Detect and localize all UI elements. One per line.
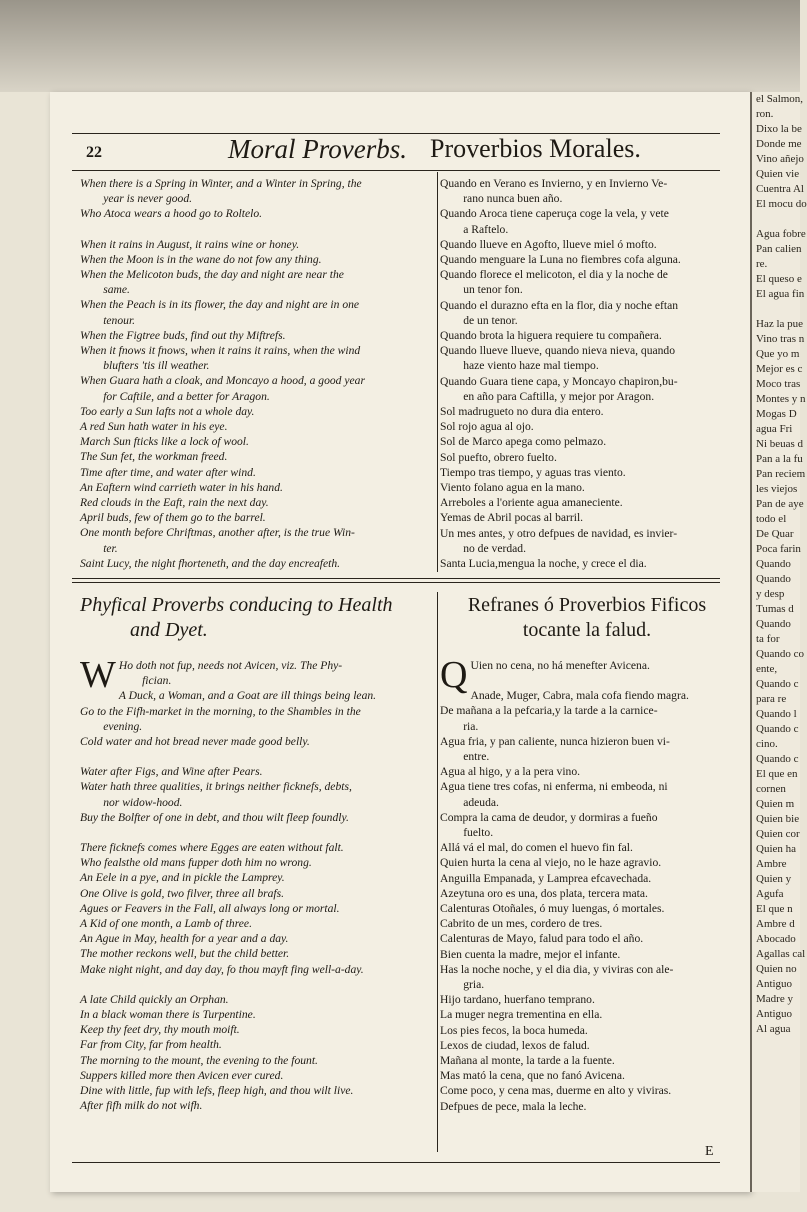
proverb-line-english: The morning to the mount, the evening to the fount. bbox=[80, 1053, 318, 1067]
facing-page-fragment: Quando bbox=[756, 618, 791, 630]
proverb-line-english: Buy the Bolfter of one in debt, and thou wilt fleep foundly. bbox=[80, 810, 349, 824]
proverb-line-spanish: Has la noche noche, y el dia dia, y viviras con ale- bbox=[440, 962, 674, 976]
facing-page-fragment: Quando c bbox=[756, 723, 799, 735]
proverb-line-spanish: a Raftelo. bbox=[440, 222, 509, 236]
section1-spanish-column bbox=[440, 176, 726, 571]
proverb-line-english: Dine with little, fup with lefs, fleep high, and thou wilt live. bbox=[80, 1084, 354, 1098]
footer-rule bbox=[72, 1162, 720, 1163]
section-rule bbox=[72, 578, 720, 579]
section2-heading-spanish bbox=[444, 593, 730, 643]
proverb-line-spanish: Viento folano agua en la mano. bbox=[440, 481, 585, 495]
proverb-line-english: fician. bbox=[118, 674, 172, 688]
proverb-line-english: tenour. bbox=[80, 313, 136, 327]
facing-page-edge bbox=[750, 92, 807, 1192]
line-gap bbox=[440, 673, 726, 688]
facing-page-fragment bbox=[756, 212, 800, 227]
proverb-line-english: evening. bbox=[80, 719, 143, 733]
proverb-line-spanish: Azeytuna oro es una, dos plata, tercera mata. bbox=[440, 886, 648, 900]
proverb-line-spanish: Uien no cena, no há menefter Avicena. bbox=[470, 659, 650, 672]
facing-page-fragment: Agufa bbox=[756, 888, 784, 900]
proverb-line-english: March Sun fticks like a lock of wool. bbox=[80, 435, 249, 449]
facing-page-fragment: Tumas d bbox=[756, 603, 794, 615]
proverb-line-spanish: Quando menguare la Luna no fiembres cofa alguna. bbox=[440, 253, 681, 267]
facing-page-fragment: Al agua bbox=[756, 1023, 791, 1035]
line-gap bbox=[80, 977, 436, 992]
proverb-line-spanish: fuelto. bbox=[440, 826, 494, 840]
drop-cap-q: Q bbox=[440, 654, 468, 696]
facing-page-fragment: Antiguo bbox=[756, 1008, 793, 1020]
proverb-line-english: There ficknefs comes where Egges are eaten without falt. bbox=[80, 841, 344, 855]
proverb-line-english: When the Moon is in the wane do not fow any thing. bbox=[80, 252, 322, 266]
proverb-line-english: Far from City, far from health. bbox=[80, 1038, 222, 1052]
column-divider-2 bbox=[437, 592, 438, 1152]
proverb-line-english: Go to the Fifh-market in the morning, to the Shambles in the bbox=[80, 704, 361, 718]
facing-page-fragment: Que yo m bbox=[756, 348, 800, 360]
proverb-line-spanish: en año para Caftilla, y mejor por Aragon. bbox=[440, 389, 655, 403]
facing-page-fragment: El mocu do bbox=[756, 198, 807, 210]
proverb-line-english: When the Peach is in its flower, the day and night are in one bbox=[80, 298, 360, 312]
column-divider bbox=[437, 172, 438, 572]
proverb-line-spanish: Quando Guara tiene capa, y Moncayo chapiron,bu- bbox=[440, 374, 678, 388]
facing-page-fragment: Abocado bbox=[756, 933, 796, 945]
proverb-line-english: nor widow-hood. bbox=[80, 795, 183, 809]
facing-page-fragment: el Salmon, bbox=[756, 93, 804, 105]
facing-page-fragment: El agua fin bbox=[756, 288, 805, 300]
proverb-line-spanish: Cabrito de un mes, cordero de tres. bbox=[440, 917, 603, 931]
section2-heading-english bbox=[80, 593, 436, 643]
facing-page-fragment: re. bbox=[756, 258, 768, 270]
facing-page-fragment: Dixo la be bbox=[756, 123, 802, 135]
facing-page-fragment: Quando co bbox=[756, 648, 804, 660]
facing-page-fragment: Quando c bbox=[756, 678, 799, 690]
proverb-line-spanish: de un tenor. bbox=[440, 313, 518, 327]
facing-page-fragment: Moco tras bbox=[756, 378, 801, 390]
facing-page-fragment: Agallas cal bbox=[756, 948, 806, 960]
proverb-line-english: When it fnows it fnows, when it rains it rains, when the wind bbox=[80, 344, 361, 358]
proverb-line-spanish: De mañana a la pefcaria,y la tarde a la carnice- bbox=[440, 704, 658, 718]
proverb-line-english: Red clouds in the Eaft, rain the next day. bbox=[80, 496, 269, 510]
facing-page-fragment: Pan calien bbox=[756, 243, 802, 255]
proverb-line-english: same. bbox=[80, 283, 130, 297]
proverb-line-spanish: Lexos de ciudad, lexos de falud. bbox=[440, 1038, 590, 1052]
running-head-spanish: Proverbios Morales. bbox=[430, 134, 641, 163]
proverb-line-english: When there is a Spring in Winter, and a Winter in Spring, the bbox=[80, 177, 362, 190]
proverb-line-spanish: Mas mató la cena, que no fanó Avicena. bbox=[440, 1069, 625, 1083]
section-rule-double bbox=[72, 582, 720, 583]
proverb-line-english: Ho doth not fup, needs not Avicen, viz. The Phy- bbox=[118, 659, 343, 672]
heading-en-line1: Phyfical Proverbs conducing to Health bbox=[80, 594, 393, 616]
proverb-line-spanish: Calenturas de Mayo, falud para todo el año. bbox=[440, 932, 644, 946]
line-gap bbox=[80, 749, 436, 764]
proverb-line-english: The Sun fet, the workman freed. bbox=[80, 450, 228, 464]
proverb-line-spanish: Anade, Muger, Cabra, mala cofa fiendo magra. bbox=[470, 689, 689, 703]
proverb-line-english: When the Figtree buds, find out thy Miftrefs. bbox=[80, 328, 286, 342]
facing-page-fragment: Quien no bbox=[756, 963, 797, 975]
proverb-line-english: Keep thy feet dry, thy mouth moift. bbox=[80, 1023, 240, 1037]
proverb-line-spanish: haze viento haze mal tiempo. bbox=[440, 359, 599, 373]
proverb-line-spanish: Agua fria, y pan caliente, nunca hizieron buen vi- bbox=[440, 734, 670, 748]
proverb-line-spanish: Sol madrugueto no dura dia entero. bbox=[440, 405, 604, 419]
facing-page-fragment: ron. bbox=[756, 108, 774, 120]
proverb-line-spanish: Quando brota la higuera requiere tu compañera. bbox=[440, 329, 662, 343]
proverb-line-english: Too early a Sun lafts not a whole day. bbox=[80, 404, 255, 418]
proverb-line-spanish: Sol rojo agua al ojo. bbox=[440, 420, 534, 434]
page-number: 22 bbox=[86, 144, 102, 161]
proverb-line-spanish: Calenturas Otoñales, ó muy luengas, ó mortales. bbox=[440, 902, 665, 916]
facing-page-fragment: Mejor es c bbox=[756, 363, 803, 375]
proverb-line-spanish: Yemas de Abril pocas al barril. bbox=[440, 511, 584, 525]
proverb-line-spanish: Quando el durazno efta en la flor, dia y noche eftan bbox=[440, 298, 679, 312]
proverb-line-english: ter. bbox=[80, 541, 118, 555]
facing-page-fragment: Mogas D bbox=[756, 408, 797, 420]
facing-page-fragment: Ambre bbox=[756, 858, 787, 870]
proverb-line-english: Water after Figs, and Wine after Pears. bbox=[80, 765, 263, 779]
proverb-line-english: Cold water and hot bread never made good belly. bbox=[80, 735, 310, 749]
proverb-line-english: A Kid of one month, a Lamb of three. bbox=[80, 917, 252, 931]
proverb-line-spanish: Quando llueve en Agofto, llueve miel ó mofto. bbox=[440, 237, 657, 251]
facing-page-fragment: cornen bbox=[756, 783, 786, 795]
proverb-line-english: One month before Chriftmas, another after, is the true Win- bbox=[80, 526, 355, 540]
facing-page-fragment: Quien cor bbox=[756, 828, 800, 840]
proverb-line-english: A late Child quickly an Orphan. bbox=[80, 992, 229, 1006]
facing-page-fragment: Montes y n bbox=[756, 393, 806, 405]
drop-cap-w: W bbox=[80, 654, 116, 696]
section2-spanish-column bbox=[440, 654, 726, 1114]
proverb-line-english: When it rains in August, it rains wine or honey. bbox=[80, 237, 300, 251]
proverb-line-english: Who fealsthe old mans fupper doth him no wrong. bbox=[80, 856, 312, 870]
facing-page-fragment: agua Fri bbox=[756, 423, 793, 435]
facing-page-fragment: De Quar bbox=[756, 528, 794, 540]
proverb-line-spanish: Los pies fecos, la boca humeda. bbox=[440, 1023, 588, 1037]
facing-page-fragment: para re bbox=[756, 693, 787, 705]
line-gap bbox=[80, 222, 436, 237]
proverb-line-spanish: entre. bbox=[440, 750, 490, 764]
proverb-line-spanish: adeuda. bbox=[440, 795, 499, 809]
proverb-line-spanish: Defpues de pece, mala la leche. bbox=[440, 1099, 587, 1113]
proverb-line-english: In a black woman there is Turpentine. bbox=[80, 1008, 256, 1022]
facing-page-fragment: Quando bbox=[756, 573, 791, 585]
section2-english-column bbox=[80, 654, 436, 1113]
proverb-line-spanish: Come poco, y cena mas, duerme en alto y viviras. bbox=[440, 1084, 672, 1098]
facing-page-fragment: Quando c bbox=[756, 753, 799, 765]
proverb-line-english: Suppers killed more then Avicen ever cured. bbox=[80, 1068, 284, 1082]
facing-page-fragment: Quando l bbox=[756, 708, 797, 720]
facing-page-fragment: Ni beuas d bbox=[756, 438, 804, 450]
proverb-line-english: Water hath three qualities, it brings neither ficknefs, debts, bbox=[80, 780, 352, 794]
proverb-line-spanish: no de verdad. bbox=[440, 541, 526, 555]
facing-page-fragment: Donde me bbox=[756, 138, 802, 150]
proverb-line-english: Time after time, and water after wind. bbox=[80, 465, 256, 479]
section1-english-column bbox=[80, 176, 436, 571]
facing-page-fragment: El que en bbox=[756, 768, 798, 780]
proverb-line-spanish: rano nunca buen año. bbox=[440, 192, 563, 206]
proverb-line-spanish: Quando en Verano es Invierno, y en Invierno Ve- bbox=[440, 177, 668, 190]
proverb-line-spanish: Compra la cama de deudor, y dormiras a fueño bbox=[440, 810, 658, 824]
proverb-line-english: After fifh milk do not wifh. bbox=[80, 1099, 203, 1113]
facing-page-fragment: Ambre d bbox=[756, 918, 795, 930]
facing-page-fragment: Pan de aye bbox=[756, 498, 804, 510]
proverb-line-english: April buds, few of them go to the barrel. bbox=[80, 511, 266, 525]
proverb-line-spanish: Agua tiene tres cofas, ni enferma, ni embeoda, ni bbox=[440, 780, 668, 794]
proverb-line-spanish: Tiempo tras tiempo, y aguas tras viento. bbox=[440, 465, 626, 479]
proverb-line-english: The mother reckons well, but the child better. bbox=[80, 947, 290, 961]
facing-page-fragment: les viejos bbox=[756, 483, 798, 495]
running-head-english: Moral Proverbs. bbox=[228, 134, 407, 164]
proverb-line-english: One Olive is gold, two filver, three all brafs. bbox=[80, 886, 285, 900]
header-bottom-rule bbox=[72, 170, 720, 171]
proverb-line-spanish: Arreboles a l'oriente agua amaneciente. bbox=[440, 496, 623, 510]
facing-page-fragment: Quando bbox=[756, 558, 791, 570]
proverb-line-spanish: Un mes antes, y otro defpues de navidad, es invier- bbox=[440, 526, 678, 540]
facing-page-fragment: Quien vie bbox=[756, 168, 800, 180]
heading-es-line2: tocante la falud. bbox=[522, 619, 652, 641]
facing-page-fragment: Vino tras n bbox=[756, 333, 805, 345]
proverb-line-english: Make night night, and day day, fo thou mayft fing well-a-day. bbox=[80, 962, 364, 976]
facing-page-fragment: El queso e bbox=[756, 273, 802, 285]
signature-mark: E bbox=[705, 1144, 714, 1159]
proverb-line-spanish: un tenor fon. bbox=[440, 283, 523, 297]
scan-background bbox=[0, 0, 800, 92]
proverb-line-spanish: ria. bbox=[440, 719, 479, 733]
facing-page-fragment: Antiguo bbox=[756, 978, 793, 990]
facing-page-fragment: Quien bie bbox=[756, 813, 800, 825]
facing-page-fragment bbox=[756, 302, 800, 317]
facing-page-fragment: Quien ha bbox=[756, 843, 797, 855]
proverb-line-english: When the Melicoton buds, the day and night are near the bbox=[80, 268, 344, 282]
proverb-line-spanish: gria. bbox=[440, 978, 485, 992]
proverb-line-english: Who Atoca wears a hood go to Roltelo. bbox=[80, 207, 263, 221]
proverb-line-spanish: Hijo tardano, huerfano temprano. bbox=[440, 993, 595, 1007]
facing-page-fragment: todo el bbox=[756, 513, 787, 525]
proverb-line-spanish: Quando Aroca tiene caperuça coge la vela, y vete bbox=[440, 207, 669, 221]
proverb-line-english: year is never good. bbox=[80, 192, 193, 206]
proverb-line-spanish: Sol puefto, obrero fuelto. bbox=[440, 450, 557, 464]
proverb-line-english: A Duck, a Woman, and a Goat are ill things being lean. bbox=[118, 689, 377, 703]
proverb-line-spanish: Anguilla Empanada, y Lamprea efcavechada. bbox=[440, 871, 652, 885]
proverb-line-spanish: La muger negra trementina en ella. bbox=[440, 1008, 603, 1022]
facing-page-fragment: Vino añejo bbox=[756, 153, 804, 165]
proverb-line-spanish: Allá vá el mal, do comen el huevo fin fal. bbox=[440, 841, 633, 855]
facing-page-fragment: ta for bbox=[756, 633, 780, 645]
facing-page-fragment: Madre y bbox=[756, 993, 793, 1005]
proverb-line-english: A red Sun hath water in his eye. bbox=[80, 420, 228, 434]
proverb-line-english: An Eaftern wind carrieth water in his hand. bbox=[80, 480, 283, 494]
proverb-line-english: Saint Lucy, the night fhorteneth, and the day encreafeth. bbox=[80, 556, 341, 570]
facing-page-fragment: Cuentra Al bbox=[756, 183, 804, 195]
facing-page-fragment: Poca farin bbox=[756, 543, 801, 555]
proverb-line-spanish: Bien cuenta la madre, mejor el infante. bbox=[440, 947, 621, 961]
facing-page-fragment: Quien m bbox=[756, 798, 795, 810]
proverb-line-english: When Guara hath a cloak, and Moncayo a hood, a good year bbox=[80, 374, 365, 388]
proverb-line-spanish: Quando llueve llueve, quando nieva nieva, quando bbox=[440, 344, 676, 358]
facing-page-fragment: Haz la pue bbox=[756, 318, 804, 330]
proverb-line-english: An Eele in a pye, and in pickle the Lamprey. bbox=[80, 871, 285, 885]
proverb-line-spanish: Quien hurta la cena al viejo, no le haze agravio. bbox=[440, 856, 662, 870]
heading-en-line2: and Dyet. bbox=[130, 619, 208, 641]
proverb-line-english: An Ague in May, health for a year and a day. bbox=[80, 932, 289, 946]
facing-page-fragment: Pan reciem bbox=[756, 468, 806, 480]
proverb-line-english: for Caftile, and a better for Aragon. bbox=[80, 389, 270, 403]
facing-page-fragment: y desp bbox=[756, 588, 785, 600]
proverb-line-english: blufters 'tis ill weather. bbox=[80, 359, 210, 373]
line-gap bbox=[80, 825, 436, 840]
proverb-line-spanish: Mañana al monte, la tarde a la fuente. bbox=[440, 1054, 615, 1068]
proverb-line-spanish: Santa Lucia,mengua la noche, y crece el dia. bbox=[440, 557, 647, 571]
facing-page-fragment: Quien y bbox=[756, 873, 792, 885]
heading-es-line1: Refranes ó Proverbios Fificos bbox=[467, 594, 707, 616]
facing-page-fragment: ente, bbox=[756, 663, 778, 675]
facing-page-fragment: cino. bbox=[756, 738, 778, 750]
proverb-line-spanish: Agua al higo, y a la pera vino. bbox=[440, 765, 581, 779]
proverb-line-spanish: Quando florece el melicoton, el dia y la noche de bbox=[440, 268, 668, 282]
proverb-line-spanish: Sol de Marco apega como pelmazo. bbox=[440, 435, 607, 449]
proverb-line-english: Agues or Feavers in the Fall, all always long or mortal. bbox=[80, 901, 340, 915]
facing-page-fragment: El que n bbox=[756, 903, 793, 915]
facing-page-fragment: Pan a la fu bbox=[756, 453, 803, 465]
facing-page-fragment: Agua fobre bbox=[756, 228, 806, 240]
